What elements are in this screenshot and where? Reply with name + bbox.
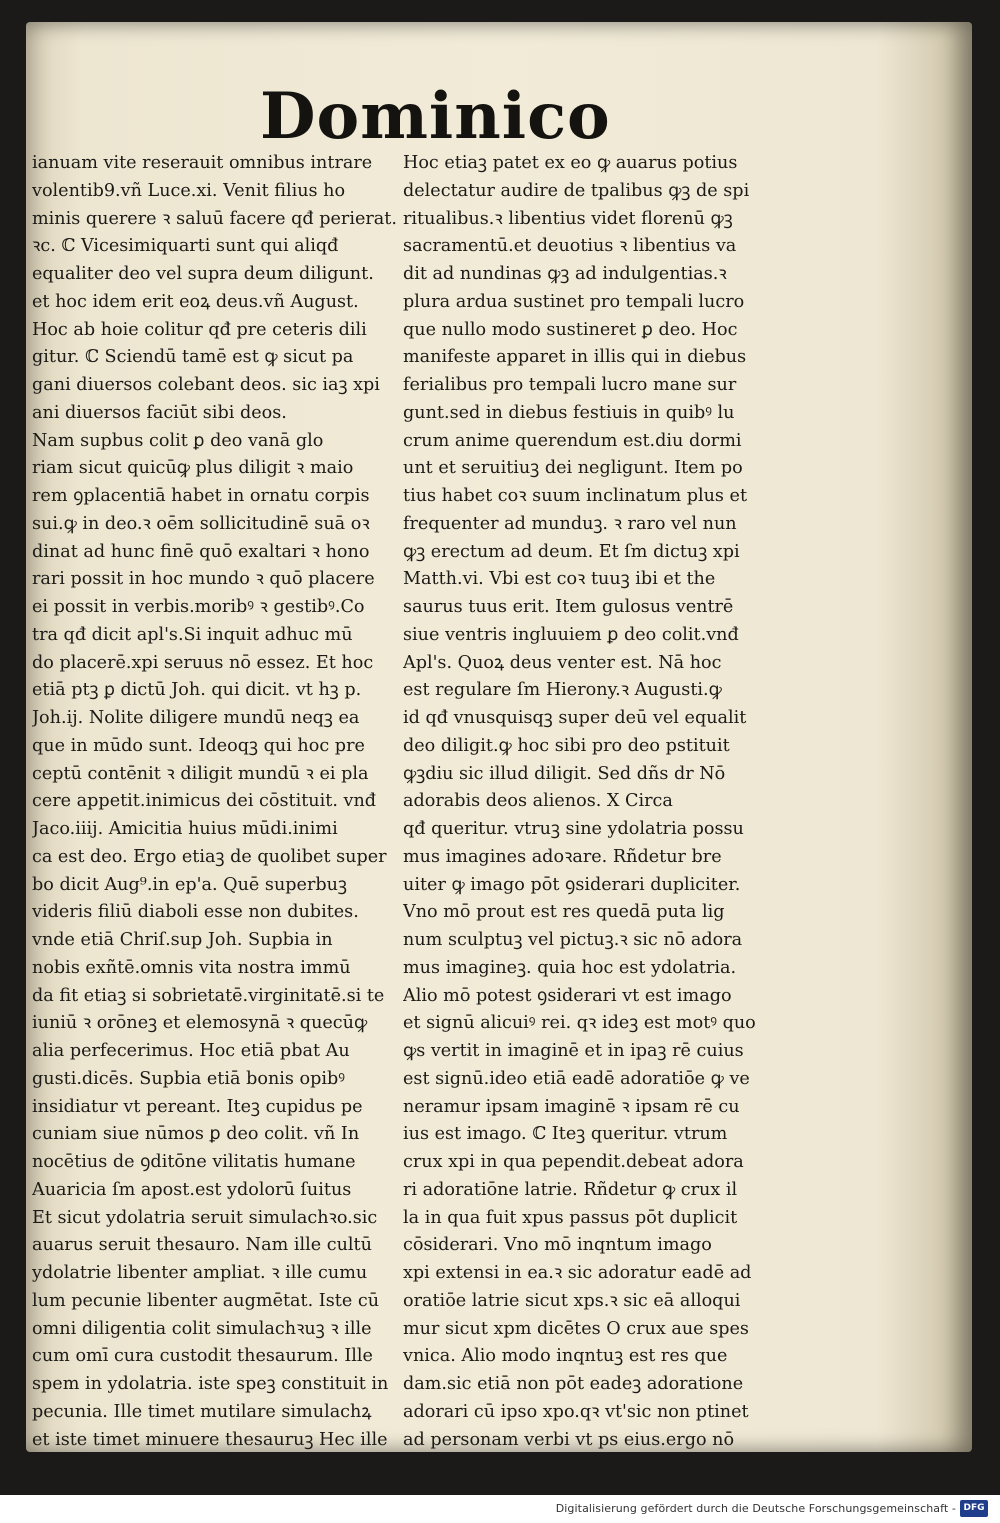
text-line: ferialibus pro tempali lucro mane sur xyxy=(403,375,737,395)
text-line: ꝛc. ℂ Vicesimiquarti sunt qui aliqđ xyxy=(32,236,339,257)
text-line: Matth.vi. Vbi est coꝛ tuuꝫ ibi et the xyxy=(403,569,716,590)
text-line: ꝙꝫ erectum ad deum. Et ſm dictuꝫ xpi xyxy=(403,541,740,562)
text-line: vnde etiā Chriſ.sup Joh. Supbia in xyxy=(32,930,333,950)
left-text-column xyxy=(32,150,412,1454)
text-line: delectatur audire de tpalibus ꝙꝫ de spi xyxy=(403,180,750,201)
right-text-column xyxy=(403,150,783,1454)
text-line: alia perfecerimus. Hoc etiā pbat Au xyxy=(32,1041,350,1061)
text-line: crux xpi in qua pependit.debeat adora xyxy=(403,1152,744,1172)
text-line: ydolatrie libenter ampliat. ꝛ ille cumu xyxy=(32,1263,368,1283)
footer-credit-text: Digitalisierung gefördert durch die Deutsche Forschungsgemeinschaft - xyxy=(555,1502,956,1515)
text-line: mur sicut xpm dicētes O crux aue spes xyxy=(403,1318,749,1339)
text-line: ꝙꝫdiu sic illud diligit. Sed dñs dr Nō xyxy=(403,763,726,784)
text-line: cōsiderari. Vno mō inqntum imago xyxy=(403,1235,712,1256)
text-line: cuniam siue nūmos ꝑ deo colit. vñ In xyxy=(32,1124,360,1145)
text-line: ad personam verbi vt ps eius.ergo nō xyxy=(403,1429,735,1450)
text-line: bo dicit Aug⁹.in ep'a. Quē superbuꝫ xyxy=(32,874,347,895)
text-line: Alio mō potest ꝯsiderari vt est imago xyxy=(403,985,732,1006)
text-line: est regulare ſm Hierony.ꝛ Augusti.ꝙ xyxy=(403,680,722,701)
text-line: ei possit in verbis.moribꝰ ꝛ gestibꝰ.Co xyxy=(32,597,365,617)
text-line: omni diligentia colit simulachꝛuꝫ ꝛ ille xyxy=(32,1318,372,1339)
text-line: Hoc etiaꝫ patet ex eo ꝙ auarus potius xyxy=(403,153,738,173)
text-line: oratiōe latrie sicut xps.ꝛ sic eā alloqui xyxy=(403,1290,741,1311)
text-line: num sculptuꝫ vel pictuꝫ.ꝛ sic nō adora xyxy=(403,930,743,950)
text-line: nocētius de ꝯditōne vilitatis humane xyxy=(32,1152,356,1172)
text-line: unt et seruitiuꝫ dei negligunt. Item po xyxy=(403,458,743,479)
text-line: Vno mō prout est res quedā puta lig xyxy=(403,902,725,923)
text-line: mus imagineꝫ. quia hoc est ydolatria. xyxy=(403,957,737,978)
text-line: ius est imago. ℂ Iteꝫ queritur. vtrum xyxy=(403,1124,728,1145)
text-line: ca est deo. Ergo etiaꝫ de quolibet super xyxy=(32,846,387,867)
dfg-logo-icon: DFG xyxy=(960,1500,988,1517)
text-line: ianuam vite reserauit omnibus intrare xyxy=(32,153,373,173)
text-line: lum pecunie libenter augmētat. Iste cū xyxy=(32,1290,380,1311)
text-line: saurus tuus erit. Item gulosus ventrē xyxy=(403,597,734,617)
text-line: ꝙs vertit in imaginē et in ipaꝫ rē cuius xyxy=(403,1041,744,1061)
text-line: siue ventris ingluuiem ꝑ deo colit.vnđ xyxy=(403,624,739,645)
text-line: et iste timet minuere thesauruꝫ Hec ille xyxy=(32,1429,388,1450)
text-line: da fit etiaꝫ si sobrietatē.virginitatē.si te xyxy=(32,985,385,1006)
text-line: iuniū ꝛ orōneꝫ et elemosynā ꝛ quecūꝙ xyxy=(32,1013,368,1034)
text-line: ri adoratiōne latrie. Rñdetur ꝙ crux il xyxy=(403,1179,738,1200)
text-line: spem in ydolatria. iste speꝫ constituit in xyxy=(32,1374,389,1394)
footer-bar xyxy=(0,1495,1000,1523)
text-line: que nullo modo sustineret ꝑ deo. Hoc xyxy=(403,319,738,340)
text-line: deo diligit.ꝙ hoc sibi pro deo pstituit xyxy=(403,735,730,756)
text-line: ritualibus.ꝛ libentius videt florenū ꝙꝫ xyxy=(403,208,733,229)
text-line: ani diuersos faciūt sibi deos. xyxy=(32,402,287,423)
text-line: dam.sic etiā non pōt eadeꝫ adoratione xyxy=(403,1374,744,1394)
text-line: volentib9.vñ Luce.xi. Venit filius ho xyxy=(32,180,346,201)
text-line: minis querere ꝛ saluū facere qđ perierat. xyxy=(32,208,397,229)
page-heading: Dominico xyxy=(260,79,611,154)
text-line: Et sicut ydolatria seruit simulachꝛo.sic xyxy=(32,1207,378,1228)
text-line: pecunia. Ille timet mutilare simulachꝝ xyxy=(32,1401,372,1422)
text-line: manifeste apparet in illis qui in diebus xyxy=(403,347,747,368)
text-line: Auaricia ſm apost.est ydolorū ſuitus xyxy=(32,1179,352,1200)
text-line: gunt.sed in diebus festiuis in quibꝰ lu xyxy=(403,402,735,423)
text-line: sui.ꝙ in deo.ꝛ oēm sollicitudinē suā oꝛ xyxy=(32,513,370,534)
text-line: do placerē.xpi seruus nō essez. Et hoc xyxy=(32,652,374,673)
text-line: Joh.ij. Nolite diligere mundū neqꝫ ea xyxy=(32,708,360,728)
text-line: vnica. Alio modo inqntuꝫ est res que xyxy=(403,1346,728,1367)
text-line: auarus seruit thesauro. Nam ille cultū xyxy=(32,1235,372,1256)
text-line: sacramentū.et deuotius ꝛ libentius va xyxy=(403,236,737,257)
text-line: gitur. ℂ Sciendū tamē est ꝙ sicut pa xyxy=(32,347,354,368)
text-line: tra qđ dicit apl's.Si inquit adhuc mū xyxy=(32,624,353,645)
text-line: dinat ad hunc finē quō exaltari ꝛ hono xyxy=(32,541,370,562)
text-line: Nam supbus colit ꝑ deo vanā glo xyxy=(32,430,324,451)
text-line: et signū alicuiꝰ rei. qꝛ ideꝫ est motꝰ quo xyxy=(403,1013,756,1034)
text-line: ceptū contēnit ꝛ diligit mundū ꝛ ei pla xyxy=(32,763,369,784)
text-line: est signū.ideo etiā eadē adoratiōe ꝙ ve xyxy=(403,1068,750,1089)
text-line: tius habet coꝛ suum inclinatum plus et xyxy=(403,486,748,506)
text-line: frequenter ad munduꝫ. ꝛ raro vel nun xyxy=(403,513,737,534)
text-line: gusti.dicēs. Supbia etiā bonis opibꝰ xyxy=(32,1068,345,1089)
text-line: qđ queritur. vtruꝫ sine ydolatria possu xyxy=(403,819,744,839)
text-line: la in qua fuit xpus passus pōt duplicit xyxy=(403,1207,738,1228)
text-line: plura ardua sustinet pro tempali lucro xyxy=(403,291,745,312)
text-line: uiter ꝙ imago pōt ꝯsiderari dupliciter. xyxy=(403,874,741,895)
text-line: dit ad nundinas ꝙꝫ ad indulgentias.ꝛ xyxy=(403,264,727,284)
text-line: que in mūdo sunt. Ideoqꝫ qui hoc pre xyxy=(32,735,365,756)
text-line: neramur ipsam imaginē ꝛ ipsam rē cu xyxy=(403,1096,740,1117)
text-line: insidiatur vt pereant. Iteꝫ cupidus pe xyxy=(32,1096,363,1117)
text-line: adorabis deos alienos. X Circa xyxy=(403,791,673,812)
text-line: crum anime querendum est.diu dormi xyxy=(403,430,742,451)
text-line: Jaco.iiij. Amicitia huius mūdi.inimi xyxy=(32,819,338,839)
text-line: riam sicut quicūꝙ plus diligit ꝛ maio xyxy=(32,458,354,479)
text-line: xpi extensi in ea.ꝛ sic adoratur eadē ad xyxy=(403,1263,752,1283)
text-line: mus imagines adoꝛare. Rñdetur bre xyxy=(403,846,722,867)
text-line: et hoc idem erit eoꝝ deus.vñ August. xyxy=(32,291,359,312)
text-line: adorari cū ipso xpo.qꝛ vt'sic non ptinet xyxy=(403,1401,749,1422)
text-line: rari possit in hoc mundo ꝛ quō placere xyxy=(32,569,375,590)
text-line: cere appetit.inimicus dei cōstituit. vnđ xyxy=(32,791,377,812)
text-line: id qđ vnusquisqꝫ super deū vel equalit xyxy=(403,708,747,728)
text-line: etiā ptꝫ ꝑ dictū Joh. qui dicit. vt hꝫ p. xyxy=(32,680,362,701)
text-line: videris filiū diaboli esse non dubites. xyxy=(32,902,359,923)
text-line: nobis exñtē.omnis vita nostra immū xyxy=(32,957,351,978)
text-line: Apl's. Quoꝝ deus venter est. Nā hoc xyxy=(403,652,722,673)
text-line: rem ꝯplacentiā habet in ornatu corpis xyxy=(32,486,370,506)
text-line: gani diuersos colebant deos. sic iaꝫ xpi xyxy=(32,375,380,395)
text-line: cum omī cura custodit thesaurum. Ille xyxy=(32,1346,373,1367)
text-line: equaliter deo vel supra deum diligunt. xyxy=(32,264,374,284)
text-line: Hoc ab hoie colitur qđ pre ceteris dili xyxy=(32,319,367,340)
